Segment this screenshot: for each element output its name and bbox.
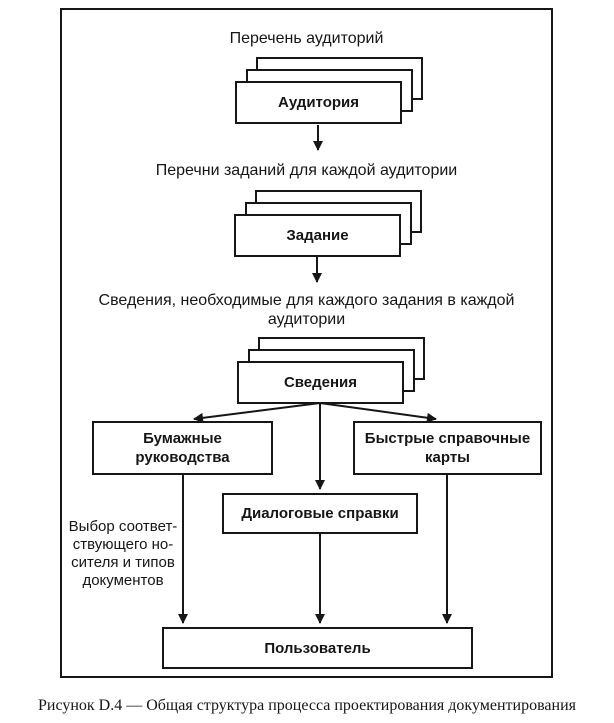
audience-list-title: Перечень аудиторий [229,30,384,47]
info-needed-title-line1: Сведения, необходимые для каждого задания в каждой [98,292,515,309]
media-selection-note-line4: документов [82,572,164,589]
quick-reference-cards-label-line1: Быстрые справочные [364,430,531,447]
arrow-info-to-quick-cards-icon [320,403,436,419]
paper-manuals-box [92,421,273,475]
task-lists-title: Перечни заданий для каждой аудитории [155,162,458,179]
quick-reference-cards-box [353,421,542,475]
paper-manuals-label-line2: руководства [135,449,230,466]
figure-caption: Рисунок D.4 — Общая структура процесса проектирования документирования [37,697,577,714]
online-help-box [222,493,418,534]
online-help-label: Диалоговые справки [241,505,399,522]
quick-reference-cards-label-line2: карты [425,449,470,466]
info-needed-title-line2: аудитории [267,311,346,328]
information-stack [237,337,425,405]
task-box [234,214,401,257]
media-selection-note [60,518,186,590]
information-box [237,361,404,404]
paper-manuals-label-line1: Бумажные [143,430,222,447]
media-selection-note-line3: сителя и типов [71,554,175,571]
media-selection-note-line1: Выбор соответ- [68,518,178,535]
info-needed-title [62,291,551,329]
media-selection-note-line2: ствующего но- [72,536,174,553]
audience-box-label: Аудитория [278,94,359,111]
task-box-label: Задание [286,227,349,244]
user-box [162,627,473,669]
audience-box [235,81,402,124]
information-box-label: Сведения [283,374,358,391]
audience-stack [235,57,423,125]
arrow-info-to-paper-manuals-icon [194,403,320,419]
user-box-label: Пользователь [264,639,371,657]
task-stack [234,190,422,258]
